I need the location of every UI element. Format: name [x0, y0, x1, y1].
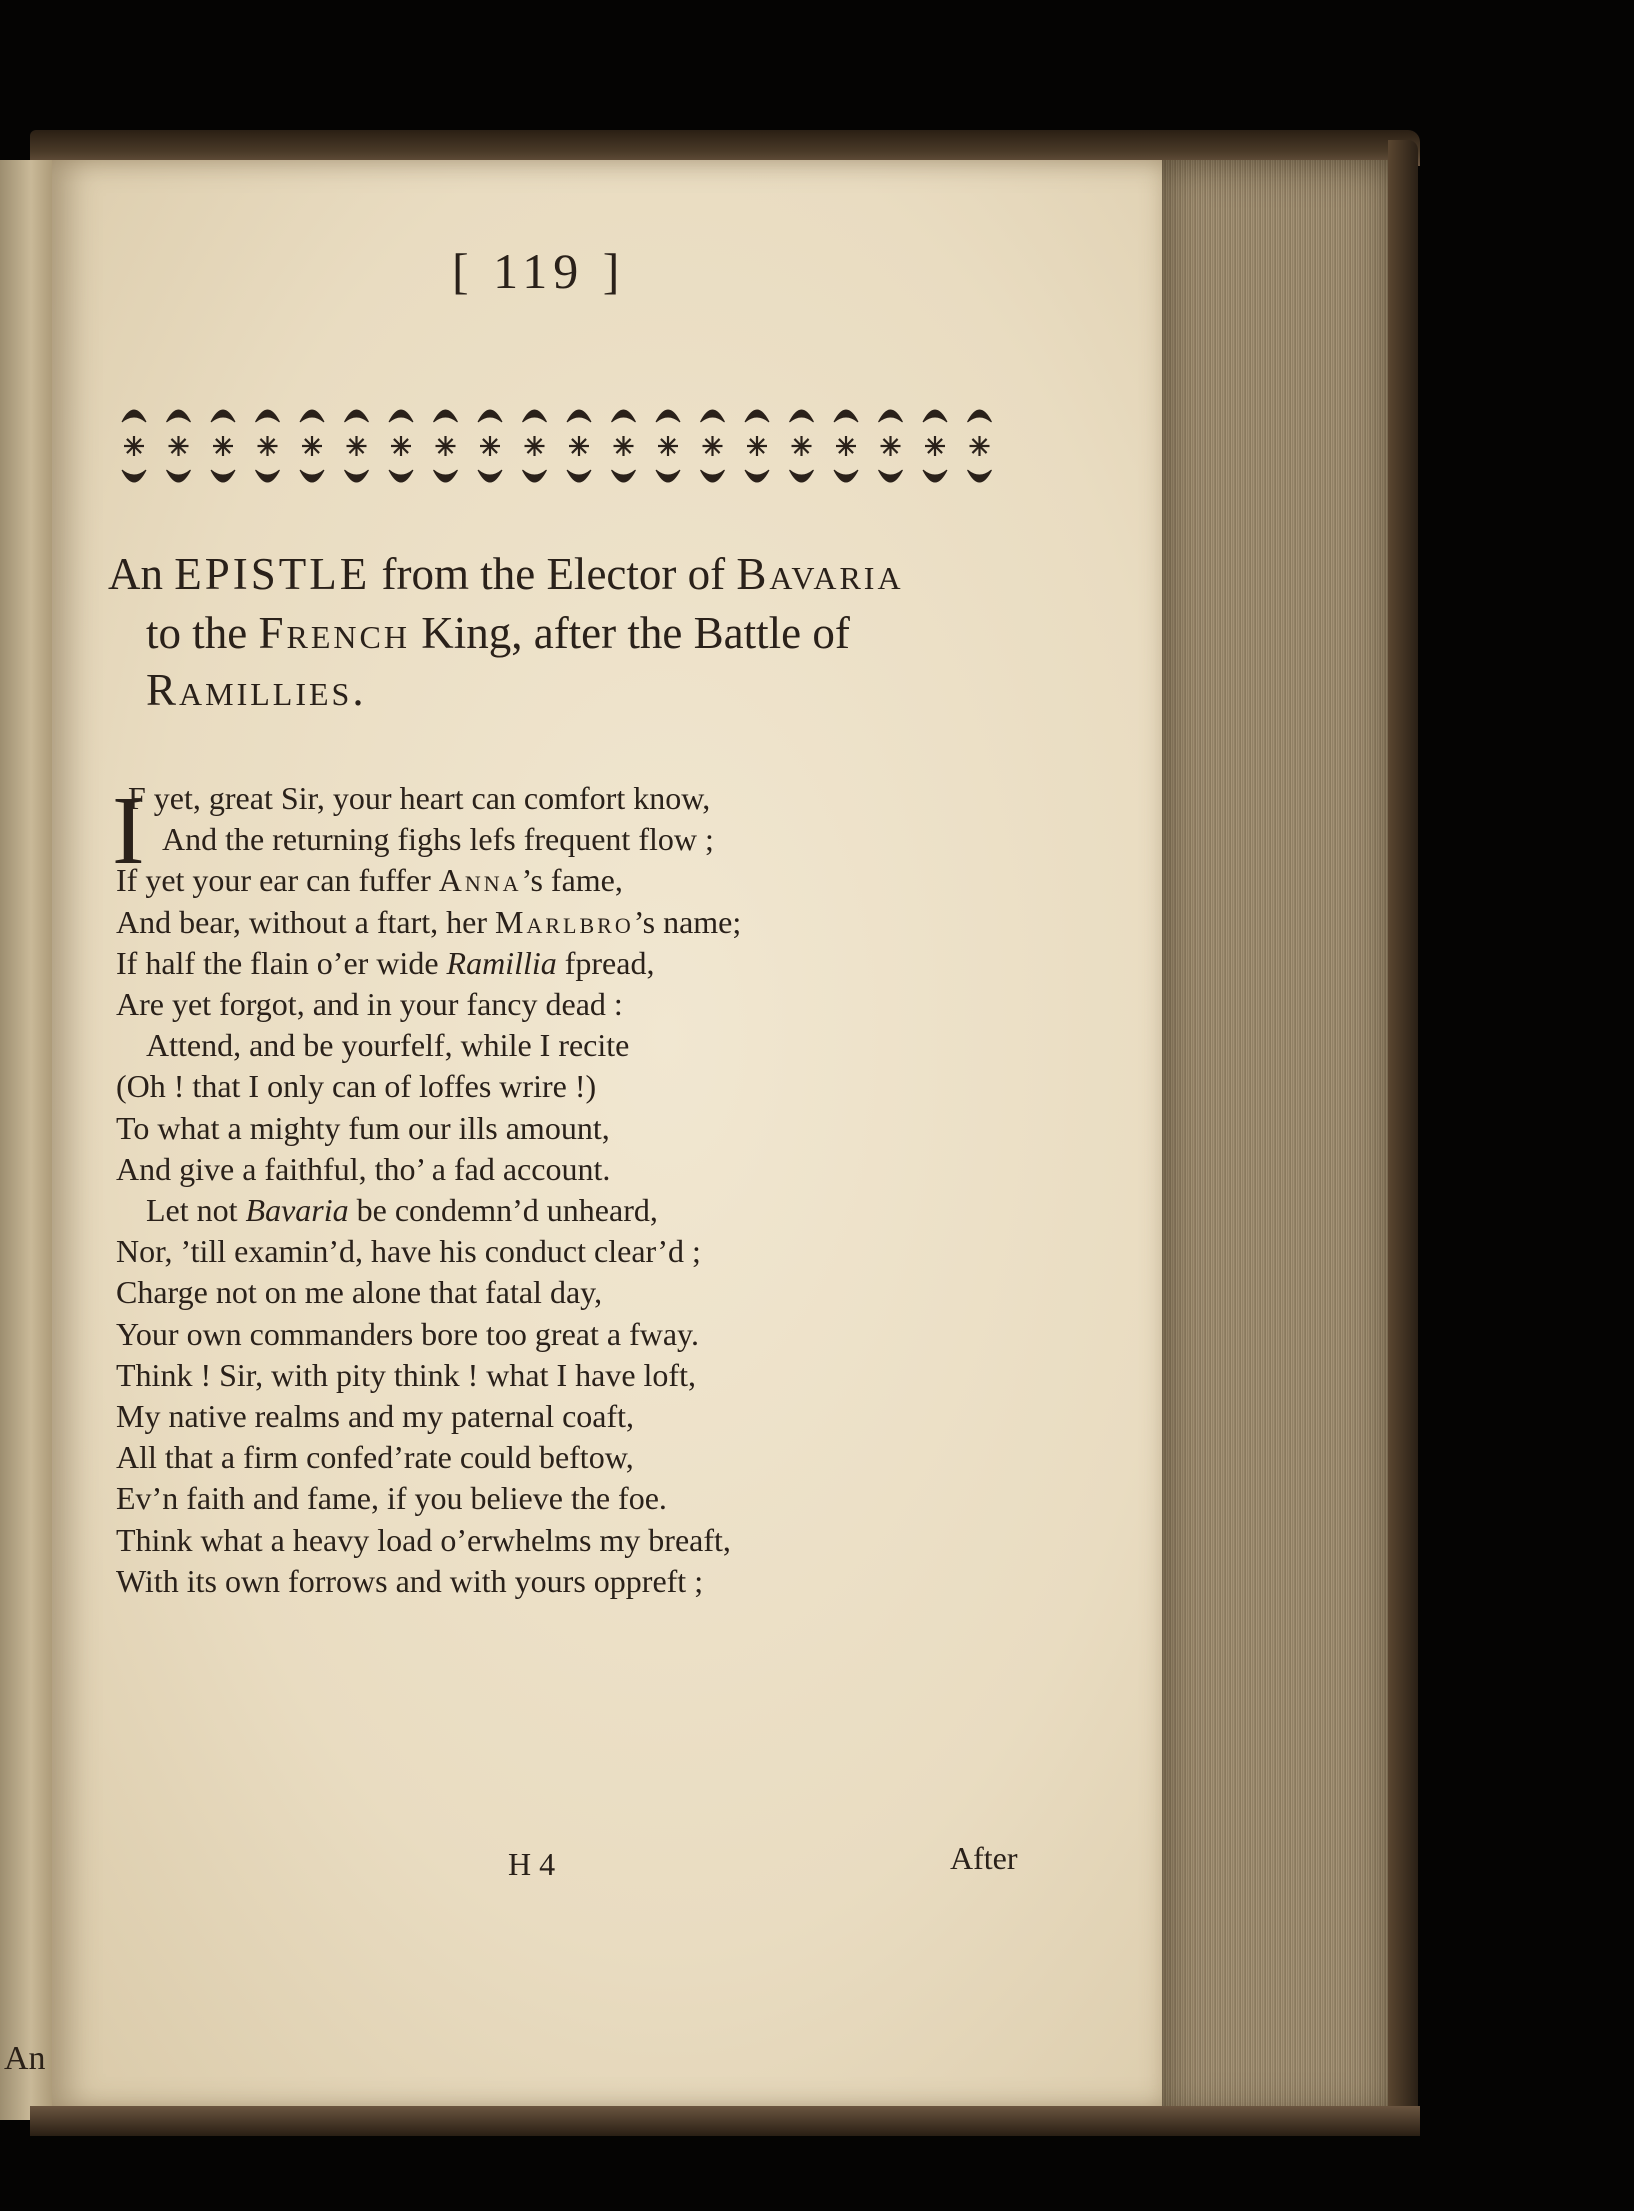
ornament-fleuron: [256, 410, 280, 422]
ornament-fleuron: [923, 410, 947, 422]
text-run: And the returning fighs lefs frequent flow ;: [162, 821, 714, 857]
text-run: With its own forrows and with yours oppreft ;: [116, 1563, 704, 1599]
ornament-fleuron: [345, 410, 369, 422]
ornament-fleuron: [256, 470, 280, 482]
ornament-star: [703, 436, 723, 456]
verse-line: [146, 1025, 629, 1065]
ornament-fleuron: [656, 470, 680, 482]
ornament-fleuron: [211, 470, 235, 482]
ornament-star: [169, 436, 189, 456]
page-header: [ 119 ]: [452, 243, 626, 299]
small-caps-run: Marlbro: [495, 904, 634, 940]
verse-line: [146, 1190, 658, 1230]
verse-line: [116, 1520, 731, 1560]
ornament-star: [925, 436, 945, 456]
ornament-star: [792, 436, 812, 456]
verse-line: [116, 1108, 610, 1148]
ornament-star: [569, 436, 589, 456]
verse-line: [116, 1272, 602, 1312]
text-run: ’s fame,: [521, 862, 623, 898]
verse-line: [116, 984, 623, 1024]
verse-line: [162, 819, 714, 859]
book-binding-bottom: [30, 2106, 1420, 2136]
ornament-fleuron: [701, 410, 725, 422]
ornament-fleuron: [656, 410, 680, 422]
ornament-fleuron: [612, 470, 636, 482]
title-line-2: [146, 605, 850, 661]
ornament-fleuron: [790, 410, 814, 422]
verse-line: [116, 1561, 703, 1601]
verse-line: [116, 1149, 610, 1189]
ornament-fleuron: [300, 470, 324, 482]
title-line-1: [108, 546, 904, 602]
left-page-catchword: An: [4, 2040, 46, 2077]
ornament-fleuron: [211, 410, 235, 422]
ornament-star: [480, 436, 500, 456]
ornament-border: [112, 392, 1002, 500]
text-run: Charge not on me alone that fatal day,: [116, 1274, 603, 1310]
ornament-fleuron: [567, 410, 591, 422]
text-run: fpread,: [556, 945, 655, 981]
verse-line: [116, 1355, 696, 1395]
ornament-star: [391, 436, 411, 456]
small-caps-run: EPISTLE: [174, 549, 371, 599]
ornament-star: [836, 436, 856, 456]
text-run: If half the flain o’er wide: [116, 945, 447, 981]
text-run: King, after the Battle of: [409, 608, 850, 658]
ornament-fleuron: [478, 410, 502, 422]
verse-line: [116, 1314, 699, 1354]
ornament-star: [658, 436, 678, 456]
ornament-fleuron: [879, 410, 903, 422]
small-caps-run: Bavaria: [736, 549, 904, 599]
small-caps-run: Anna: [438, 862, 522, 898]
text-run: Are yet forgot, and in your fancy dead :: [116, 986, 623, 1022]
ornament-fleuron: [923, 470, 947, 482]
text-run: to the: [146, 608, 259, 658]
ornament-star: [970, 436, 990, 456]
ornament-fleuron: [389, 470, 413, 482]
ornament-fleuron: [968, 410, 992, 422]
verse-line: [116, 1396, 634, 1436]
ornament-fleuron: [968, 470, 992, 482]
ornament-fleuron: [523, 410, 547, 422]
ornament-star: [258, 436, 278, 456]
ornament-fleuron: [879, 470, 903, 482]
page-fore-edge: [1162, 160, 1394, 2120]
verse-line: [116, 1066, 596, 1106]
ornament-fleuron: [389, 410, 413, 422]
text-run: ’s name;: [633, 904, 742, 940]
text-run: Let not: [146, 1192, 246, 1228]
text-run: (Oh ! that I only can of loffes wrire !): [116, 1068, 597, 1104]
ornament-star: [213, 436, 233, 456]
text-run: To what a mighty fum our ills amount,: [116, 1110, 610, 1146]
ornament-fleuron: [167, 470, 191, 482]
verse-line: [116, 1437, 634, 1477]
text-run: F yet, great Sir, your heart can comfort know,: [128, 780, 711, 816]
text-run: be condemn’d unheard,: [348, 1192, 658, 1228]
text-run: If yet your ear can fuffer: [116, 862, 439, 898]
title-line-3: [146, 662, 367, 718]
verse-line: [116, 943, 654, 983]
small-caps-run: French: [258, 608, 410, 658]
ornament-fleuron: [434, 410, 458, 422]
ornament-star: [614, 436, 634, 456]
ornament-fleuron: [612, 410, 636, 422]
verse-line: [116, 860, 623, 900]
ornament-fleuron: [834, 470, 858, 482]
ornament-fleuron: [701, 470, 725, 482]
ornament-fleuron: [745, 410, 769, 422]
text-run: Attend, and be yourfelf, while I recite: [146, 1027, 630, 1063]
small-caps-run: Ramillies.: [146, 665, 367, 715]
ornament-fleuron: [122, 470, 146, 482]
text-run: Think ! Sir, with pity think ! what I have loft,: [116, 1357, 696, 1393]
ornament-fleuron: [434, 470, 458, 482]
ornament-star: [124, 436, 144, 456]
text-run: And bear, without a ftart, her: [116, 904, 496, 940]
verse-line: [128, 778, 710, 818]
ornament-star: [302, 436, 322, 456]
ornament-star: [347, 436, 367, 456]
text-run: And give a faithful, tho’ a fad account.: [116, 1151, 611, 1187]
italic-run: Ramillia: [446, 945, 557, 981]
ornament-fleuron: [567, 470, 591, 482]
verse-line: [116, 902, 741, 942]
signature-mark: H 4: [508, 1846, 556, 1882]
verse-line: [116, 1478, 667, 1518]
text-run: Your own commanders bore too great a fway.: [116, 1316, 699, 1352]
ornament-star: [525, 436, 545, 456]
verse-line: [116, 1231, 701, 1271]
ornament-fleuron: [790, 470, 814, 482]
ornament-star: [436, 436, 456, 456]
italic-run: Bavaria: [245, 1192, 349, 1228]
text-run: Think what a heavy load o’erwhelms my breaft,: [116, 1522, 731, 1558]
catchword: After: [950, 1840, 1018, 1876]
book-cover-edge: [1388, 140, 1418, 2130]
ornament-fleuron: [834, 410, 858, 422]
text-run: My native realms and my paternal coaft,: [116, 1398, 635, 1434]
text-run: An: [108, 549, 175, 599]
ornament-fleuron: [478, 470, 502, 482]
ornament-fleuron: [300, 410, 324, 422]
ornament-fleuron: [167, 410, 191, 422]
ornament-star: [881, 436, 901, 456]
text-run: from the Elector of: [370, 549, 737, 599]
ornament-star: [747, 436, 767, 456]
ornament-fleuron: [345, 470, 369, 482]
text-run: All that a firm confed’rate could beftow,: [116, 1439, 634, 1475]
ornament-fleuron: [122, 410, 146, 422]
ornament-fleuron: [523, 470, 547, 482]
text-run: Ev’n faith and fame, if you believe the foe.: [116, 1480, 667, 1516]
left-page-edge: [0, 160, 56, 2120]
text-run: Nor, ’till examin’d, have his conduct clear’d ;: [116, 1233, 701, 1269]
ornament-fleuron: [745, 470, 769, 482]
drop-cap: I: [112, 777, 145, 885]
